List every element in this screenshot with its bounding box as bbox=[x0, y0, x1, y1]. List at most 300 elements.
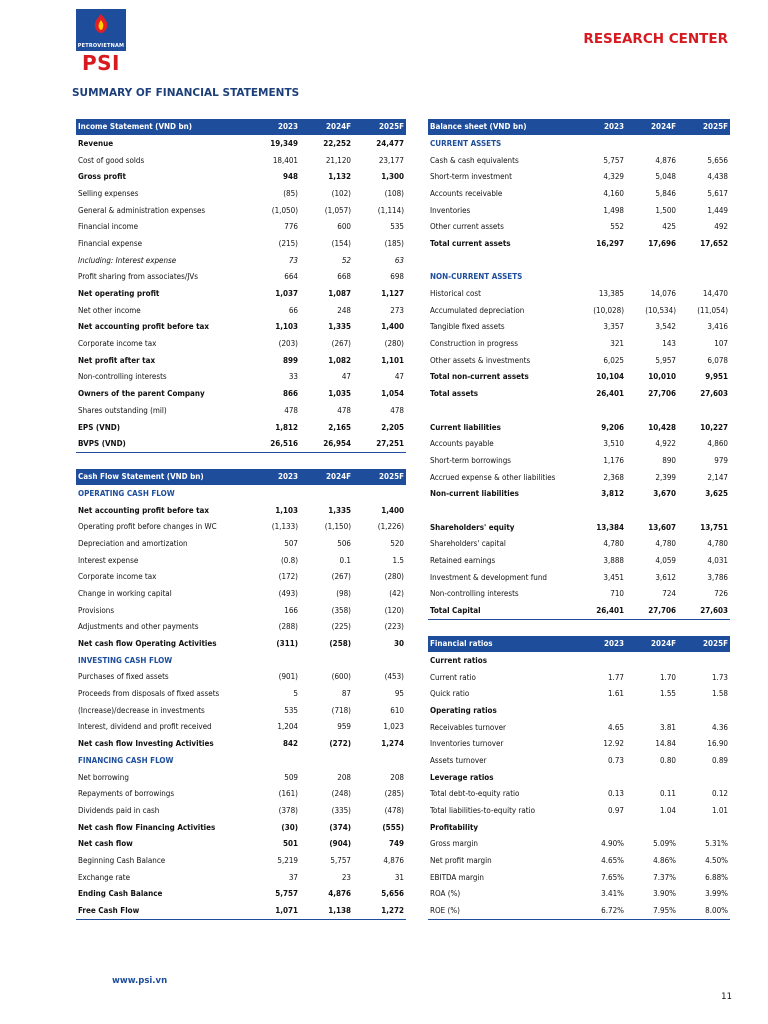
table-row bbox=[428, 869, 730, 886]
cell-value: (311) bbox=[276, 639, 298, 649]
row-label: Provisions bbox=[78, 605, 115, 615]
cell-value: (453) bbox=[384, 672, 404, 682]
row-label: ROE (%) bbox=[428, 902, 580, 919]
cell-value: 4.90% bbox=[601, 839, 624, 849]
cell-value: 3,612 bbox=[655, 572, 676, 582]
row-label: Historical cost bbox=[430, 289, 481, 299]
row-label: Accounts payable bbox=[430, 439, 494, 449]
table-row bbox=[428, 802, 730, 819]
table-row bbox=[76, 902, 406, 919]
row-label: Profit sharing from associates/JVs bbox=[78, 272, 199, 282]
cell-value: (272) bbox=[329, 739, 351, 749]
row-label: Financial income bbox=[78, 222, 139, 232]
cell-value: 16.90 bbox=[707, 739, 728, 749]
cell-value: 14,470 bbox=[702, 289, 728, 299]
row-label: Operating profit before changes in WC bbox=[78, 522, 217, 532]
cell-value: (335) bbox=[331, 805, 351, 815]
table-row bbox=[76, 602, 406, 619]
cell-value: 22,252 bbox=[323, 138, 351, 148]
cell-value: 478 bbox=[390, 405, 404, 415]
cell-value: (120) bbox=[384, 605, 404, 615]
table-row bbox=[428, 602, 730, 619]
row-label: Non-current liabilities bbox=[430, 489, 519, 499]
row-label: Tangible fixed assets bbox=[430, 322, 505, 332]
cell-value: 14.84 bbox=[655, 739, 676, 749]
table-row bbox=[76, 702, 406, 719]
cell-value: 208 bbox=[337, 772, 351, 782]
table-row bbox=[76, 619, 406, 636]
table-row bbox=[428, 902, 730, 919]
cell-value: 5,656 bbox=[707, 155, 728, 165]
row-label bbox=[428, 502, 580, 519]
cell-value: 1.73 bbox=[711, 672, 728, 682]
table-row bbox=[428, 685, 730, 702]
cell-value: (378) bbox=[278, 805, 298, 815]
cell-value: 726 bbox=[714, 589, 728, 599]
cell-value: 21,120 bbox=[325, 155, 351, 165]
row-label bbox=[428, 252, 580, 269]
cell-value: 3,542 bbox=[655, 322, 676, 332]
cell-value: 27,251 bbox=[353, 435, 406, 452]
cell-value bbox=[678, 652, 730, 669]
logo-wordmark: PSI bbox=[81, 51, 120, 75]
row-label: Profitability bbox=[430, 822, 479, 832]
cell-value: 600 bbox=[337, 222, 351, 232]
cell-value bbox=[580, 135, 626, 152]
row-label: Accrued expense & other liabilities bbox=[430, 472, 556, 482]
cell-value: 5,048 bbox=[655, 172, 676, 182]
cell-value: 24,477 bbox=[376, 138, 404, 148]
cell-value: 4,780 bbox=[655, 539, 676, 549]
cell-value: (374) bbox=[329, 822, 351, 832]
cell-value: 4.86% bbox=[653, 856, 676, 866]
row-label: Net profit margin bbox=[430, 856, 492, 866]
column-header: 2024F bbox=[626, 119, 678, 135]
row-label: FINANCING CASH FLOW bbox=[78, 755, 174, 765]
cell-value: 749 bbox=[388, 839, 404, 849]
table-row bbox=[76, 419, 406, 436]
cell-value: 776 bbox=[284, 222, 298, 232]
cell-value: 959 bbox=[337, 722, 351, 732]
cell-value bbox=[678, 135, 730, 152]
table-row bbox=[428, 652, 730, 669]
table-row bbox=[76, 652, 406, 669]
table-row bbox=[76, 719, 406, 736]
cell-value: 1,101 bbox=[381, 355, 404, 365]
table-title: Balance sheet (VND bn) bbox=[428, 119, 580, 135]
cell-value: 5,757 bbox=[603, 155, 624, 165]
table-row bbox=[428, 402, 730, 419]
cell-value: 0.11 bbox=[659, 789, 676, 799]
cell-value: 1.58 bbox=[711, 689, 728, 699]
balance-sheet-table bbox=[428, 119, 730, 620]
page-title: SUMMARY OF FINANCIAL STATEMENTS bbox=[72, 87, 300, 99]
cell-value: 1,023 bbox=[383, 722, 404, 732]
cell-value: (718) bbox=[331, 705, 351, 715]
financial-ratios-table bbox=[428, 636, 730, 920]
cell-value: (478) bbox=[384, 805, 404, 815]
cell-value: 13,751 bbox=[700, 522, 728, 532]
cell-value: 5,656 bbox=[381, 889, 404, 899]
table-row bbox=[76, 502, 406, 519]
table-row bbox=[428, 769, 730, 786]
cell-value: 535 bbox=[284, 705, 298, 715]
cell-value: 1,037 bbox=[275, 289, 298, 299]
cell-value: 1.04 bbox=[659, 806, 676, 816]
cash-flow-table bbox=[76, 469, 406, 920]
cell-value: 27,603 bbox=[700, 389, 728, 399]
cell-value: 8.00% bbox=[678, 902, 730, 919]
cell-value: (1,114) bbox=[377, 205, 404, 215]
cell-value: 47 bbox=[341, 372, 351, 382]
row-label: Net accounting profit before tax bbox=[78, 322, 210, 332]
cell-value: 273 bbox=[390, 305, 404, 315]
cell-value: (288) bbox=[278, 622, 298, 632]
row-label: CURRENT ASSETS bbox=[430, 138, 502, 148]
cell-value bbox=[678, 769, 730, 786]
cell-value: 2,147 bbox=[707, 472, 728, 482]
row-label: EPS (VND) bbox=[78, 422, 121, 432]
cell-value: 0.73 bbox=[607, 755, 624, 765]
row-label: Retained earnings bbox=[430, 556, 496, 566]
row-label: Net other income bbox=[78, 305, 141, 315]
cell-value: 4.65 bbox=[607, 722, 624, 732]
column-header: 2024F bbox=[300, 469, 353, 485]
row-label: Revenue bbox=[78, 138, 114, 148]
cell-value: 1.77 bbox=[607, 672, 624, 682]
cell-value bbox=[678, 502, 730, 519]
cell-value: (154) bbox=[331, 238, 351, 248]
cell-value: 5,846 bbox=[655, 188, 676, 198]
cell-value: 10,104 bbox=[596, 372, 624, 382]
row-label: General & administration expenses bbox=[78, 205, 206, 215]
cell-value: 668 bbox=[337, 272, 351, 282]
cell-value: 1,500 bbox=[655, 205, 676, 215]
table-row bbox=[428, 852, 730, 869]
cell-value: 248 bbox=[337, 305, 351, 315]
table-header-row bbox=[428, 636, 730, 652]
cell-value bbox=[580, 702, 626, 719]
cell-value bbox=[626, 819, 678, 836]
cell-value: 1,300 bbox=[381, 172, 404, 182]
cell-value: (493) bbox=[278, 588, 298, 598]
cell-value bbox=[250, 652, 300, 669]
cell-value: 6.88% bbox=[705, 872, 728, 882]
cell-value: 27,706 bbox=[626, 602, 678, 619]
cell-value bbox=[353, 752, 406, 769]
cell-value: 17,696 bbox=[648, 238, 676, 248]
table-row bbox=[428, 302, 730, 319]
cell-value: 610 bbox=[390, 705, 404, 715]
cell-value: 509 bbox=[284, 772, 298, 782]
row-label: Proceeds from disposals of fixed assets bbox=[78, 689, 220, 699]
page-number: 11 bbox=[721, 992, 732, 1002]
row-label: Total non-current assets bbox=[430, 372, 529, 382]
table-row bbox=[428, 435, 730, 452]
cell-value: 6.72% bbox=[580, 902, 626, 919]
table-row bbox=[428, 719, 730, 736]
cell-value: 1,274 bbox=[381, 739, 404, 749]
column-header: 2023 bbox=[580, 119, 626, 135]
cell-value: 3.41% bbox=[601, 889, 624, 899]
cell-value: 3,510 bbox=[603, 439, 624, 449]
cell-value: 5,757 bbox=[330, 855, 351, 865]
cell-value: 0.80 bbox=[659, 755, 676, 765]
table-row bbox=[428, 485, 730, 502]
cell-value: 9,206 bbox=[601, 422, 624, 432]
column-header: 2025F bbox=[678, 119, 730, 135]
row-label: Current ratios bbox=[430, 655, 488, 665]
table-row bbox=[76, 635, 406, 652]
cell-value: 14,076 bbox=[650, 289, 676, 299]
row-label: Interest, dividend and profit received bbox=[78, 722, 212, 732]
cell-value: 3,625 bbox=[705, 489, 728, 499]
cell-value: 4,780 bbox=[603, 539, 624, 549]
row-label: Short-term investment bbox=[430, 172, 512, 182]
table-row bbox=[76, 135, 406, 152]
table-row bbox=[76, 735, 406, 752]
row-label: Leverage ratios bbox=[430, 772, 494, 782]
row-label: Interest expense bbox=[78, 555, 139, 565]
table-row bbox=[76, 785, 406, 802]
cell-value: 1,400 bbox=[381, 505, 404, 515]
cell-value: 23 bbox=[341, 872, 351, 882]
cell-value: 5.09% bbox=[653, 839, 676, 849]
cell-value: 26,401 bbox=[580, 602, 626, 619]
cell-value: 4,876 bbox=[655, 155, 676, 165]
cell-value: 9,951 bbox=[705, 372, 728, 382]
cell-value bbox=[678, 252, 730, 269]
cell-value: 5,957 bbox=[655, 355, 676, 365]
table-row bbox=[76, 218, 406, 235]
row-label: Repayments of borrowings bbox=[78, 789, 175, 799]
cell-value bbox=[353, 485, 406, 502]
table-row bbox=[428, 269, 730, 286]
table-row bbox=[76, 402, 406, 419]
row-label: Net cash flow Operating Activities bbox=[78, 639, 217, 649]
row-label: Shareholders' capital bbox=[430, 539, 506, 549]
row-label: Cost of good solds bbox=[78, 155, 145, 165]
cell-value: 2,165 bbox=[328, 422, 351, 432]
cell-value bbox=[300, 485, 353, 502]
cell-value: (1,057) bbox=[324, 205, 351, 215]
cell-value bbox=[626, 252, 678, 269]
cell-value: 33 bbox=[288, 372, 298, 382]
cell-value: (185) bbox=[384, 238, 404, 248]
table-row bbox=[428, 519, 730, 536]
cell-value: 1,082 bbox=[328, 355, 351, 365]
cell-value: 1,103 bbox=[275, 322, 298, 332]
cell-value: 979 bbox=[714, 455, 728, 465]
cell-value: 10,010 bbox=[648, 372, 676, 382]
cell-value: 1,127 bbox=[381, 289, 404, 299]
cell-value: (223) bbox=[384, 622, 404, 632]
cell-value bbox=[626, 702, 678, 719]
cell-value: 4,922 bbox=[655, 439, 676, 449]
cell-value: (358) bbox=[331, 605, 351, 615]
cell-value bbox=[353, 652, 406, 669]
table-row bbox=[76, 235, 406, 252]
table-row bbox=[428, 185, 730, 202]
cell-value: 507 bbox=[284, 538, 298, 548]
row-label: Dividends paid in cash bbox=[78, 805, 160, 815]
website-link[interactable]: www.psi.vn bbox=[112, 976, 168, 986]
cell-value: 3,451 bbox=[603, 572, 624, 582]
petrovietnam-emblem bbox=[76, 9, 126, 51]
cell-value: 31 bbox=[394, 872, 404, 882]
cell-value: 4,860 bbox=[707, 439, 728, 449]
cell-value: 107 bbox=[714, 339, 728, 349]
cell-value: (267) bbox=[331, 572, 351, 582]
row-label: Net cash flow bbox=[78, 839, 133, 849]
table-row bbox=[428, 452, 730, 469]
psi-logo bbox=[76, 9, 126, 73]
row-label: Ending Cash Balance bbox=[78, 889, 163, 899]
cell-value bbox=[626, 402, 678, 419]
cell-value: 26,954 bbox=[300, 435, 353, 452]
table-row bbox=[76, 168, 406, 185]
cell-value bbox=[678, 819, 730, 836]
cell-value: 866 bbox=[282, 389, 298, 399]
table-row bbox=[428, 669, 730, 686]
cell-value: 4,160 bbox=[603, 188, 624, 198]
cell-value bbox=[678, 269, 730, 286]
cell-value: 4,031 bbox=[707, 556, 728, 566]
row-label: Purchases of fixed assets bbox=[78, 672, 169, 682]
cell-value: 1.70 bbox=[659, 672, 676, 682]
cell-value: (0.8) bbox=[280, 555, 298, 565]
cell-value: (225) bbox=[331, 622, 351, 632]
column-header: 2024F bbox=[300, 119, 353, 135]
row-label: ROA (%) bbox=[430, 889, 461, 899]
cell-value: 501 bbox=[282, 839, 298, 849]
cell-value: 4,876 bbox=[383, 855, 404, 865]
cell-value: 16,297 bbox=[596, 238, 624, 248]
row-label: Shares outstanding (mil) bbox=[78, 405, 167, 415]
cell-value: 0.13 bbox=[607, 789, 624, 799]
row-label: Corporate income tax bbox=[78, 572, 157, 582]
table-row bbox=[428, 369, 730, 386]
cell-value: 1,272 bbox=[353, 902, 406, 919]
row-label: Depreciation and amortization bbox=[78, 538, 188, 548]
row-label: Net borrowing bbox=[78, 772, 129, 782]
cell-value: 26,516 bbox=[250, 435, 300, 452]
table-row bbox=[428, 569, 730, 586]
cell-value: 66 bbox=[288, 305, 298, 315]
table-row bbox=[428, 218, 730, 235]
row-label: Beginning Cash Balance bbox=[78, 855, 166, 865]
row-label: Financial expense bbox=[78, 238, 143, 248]
cell-value: (285) bbox=[384, 789, 404, 799]
cell-value: 1,335 bbox=[328, 322, 351, 332]
cell-value: 30 bbox=[393, 639, 404, 649]
row-label: Selling expenses bbox=[78, 188, 139, 198]
cell-value: 10,227 bbox=[700, 422, 728, 432]
row-label: (Increase)/decrease in investments bbox=[78, 705, 205, 715]
row-label: Including: Interest expense bbox=[78, 255, 177, 265]
cell-value: 1,071 bbox=[250, 902, 300, 919]
cell-value: 506 bbox=[337, 538, 351, 548]
table-row bbox=[76, 886, 406, 903]
row-label: Net cash flow Investing Activities bbox=[78, 739, 214, 749]
column-header: 2025F bbox=[678, 636, 730, 652]
table-header-row bbox=[428, 119, 730, 135]
cell-value: 27,603 bbox=[678, 602, 730, 619]
row-label: Receivables turnover bbox=[430, 722, 506, 732]
table-row bbox=[428, 168, 730, 185]
table-row bbox=[428, 385, 730, 402]
cell-value: 1,132 bbox=[328, 172, 351, 182]
cell-value: (901) bbox=[278, 672, 298, 682]
row-label: Inventories bbox=[430, 205, 471, 215]
cell-value: 4.65% bbox=[601, 856, 624, 866]
table-row bbox=[428, 352, 730, 369]
cell-value: 12.92 bbox=[603, 739, 624, 749]
row-label: Gross profit bbox=[78, 172, 126, 182]
table-row bbox=[76, 568, 406, 585]
table-row bbox=[428, 819, 730, 836]
table-row bbox=[76, 669, 406, 686]
cell-value: 1,400 bbox=[381, 322, 404, 332]
cell-value: 26,401 bbox=[596, 389, 624, 399]
row-label: Accumulated depreciation bbox=[430, 305, 525, 315]
cell-value: 724 bbox=[662, 589, 676, 599]
cell-value: 3,812 bbox=[601, 489, 624, 499]
cell-value: 0.1 bbox=[339, 555, 351, 565]
row-label: Total current assets bbox=[430, 238, 511, 248]
table-row bbox=[76, 518, 406, 535]
table-row bbox=[76, 585, 406, 602]
table-title: Financial ratios bbox=[428, 636, 580, 652]
cell-value: 3.81 bbox=[659, 722, 676, 732]
table-row bbox=[428, 586, 730, 603]
research-center-label: RESEARCH CENTER bbox=[583, 31, 728, 47]
cell-value: 208 bbox=[390, 772, 404, 782]
cell-value: 95 bbox=[394, 689, 404, 699]
table-row bbox=[76, 152, 406, 169]
cell-value bbox=[580, 652, 626, 669]
cell-value: 1.5 bbox=[392, 555, 404, 565]
cell-value: (161) bbox=[278, 789, 298, 799]
cell-value: 1,138 bbox=[300, 902, 353, 919]
table-title: Income Statement (VND bn) bbox=[76, 119, 250, 135]
row-label: Short-term borrowings bbox=[430, 455, 512, 465]
cell-value bbox=[580, 502, 626, 519]
table-row bbox=[76, 802, 406, 819]
cell-value: 143 bbox=[662, 339, 676, 349]
cell-value: 710 bbox=[610, 589, 624, 599]
cell-value: (30) bbox=[281, 822, 298, 832]
table-header-row bbox=[76, 469, 406, 485]
cell-value bbox=[626, 769, 678, 786]
table-row bbox=[428, 419, 730, 436]
row-label: Investment & development fund bbox=[430, 572, 547, 582]
table-row bbox=[428, 152, 730, 169]
column-header: 2024F bbox=[626, 636, 678, 652]
cell-value: 1,176 bbox=[603, 455, 624, 465]
table-title: Cash Flow Statement (VND bn) bbox=[76, 469, 250, 485]
cell-value: 6,025 bbox=[603, 355, 624, 365]
cell-value: 3.99% bbox=[705, 889, 728, 899]
cell-value: (1,133) bbox=[271, 522, 298, 532]
cell-value: 520 bbox=[390, 538, 404, 548]
cell-value bbox=[626, 135, 678, 152]
table-row bbox=[428, 285, 730, 302]
table-row bbox=[428, 752, 730, 769]
cell-value: 1.61 bbox=[607, 689, 624, 699]
cell-value: (102) bbox=[331, 188, 351, 198]
cell-value bbox=[626, 269, 678, 286]
